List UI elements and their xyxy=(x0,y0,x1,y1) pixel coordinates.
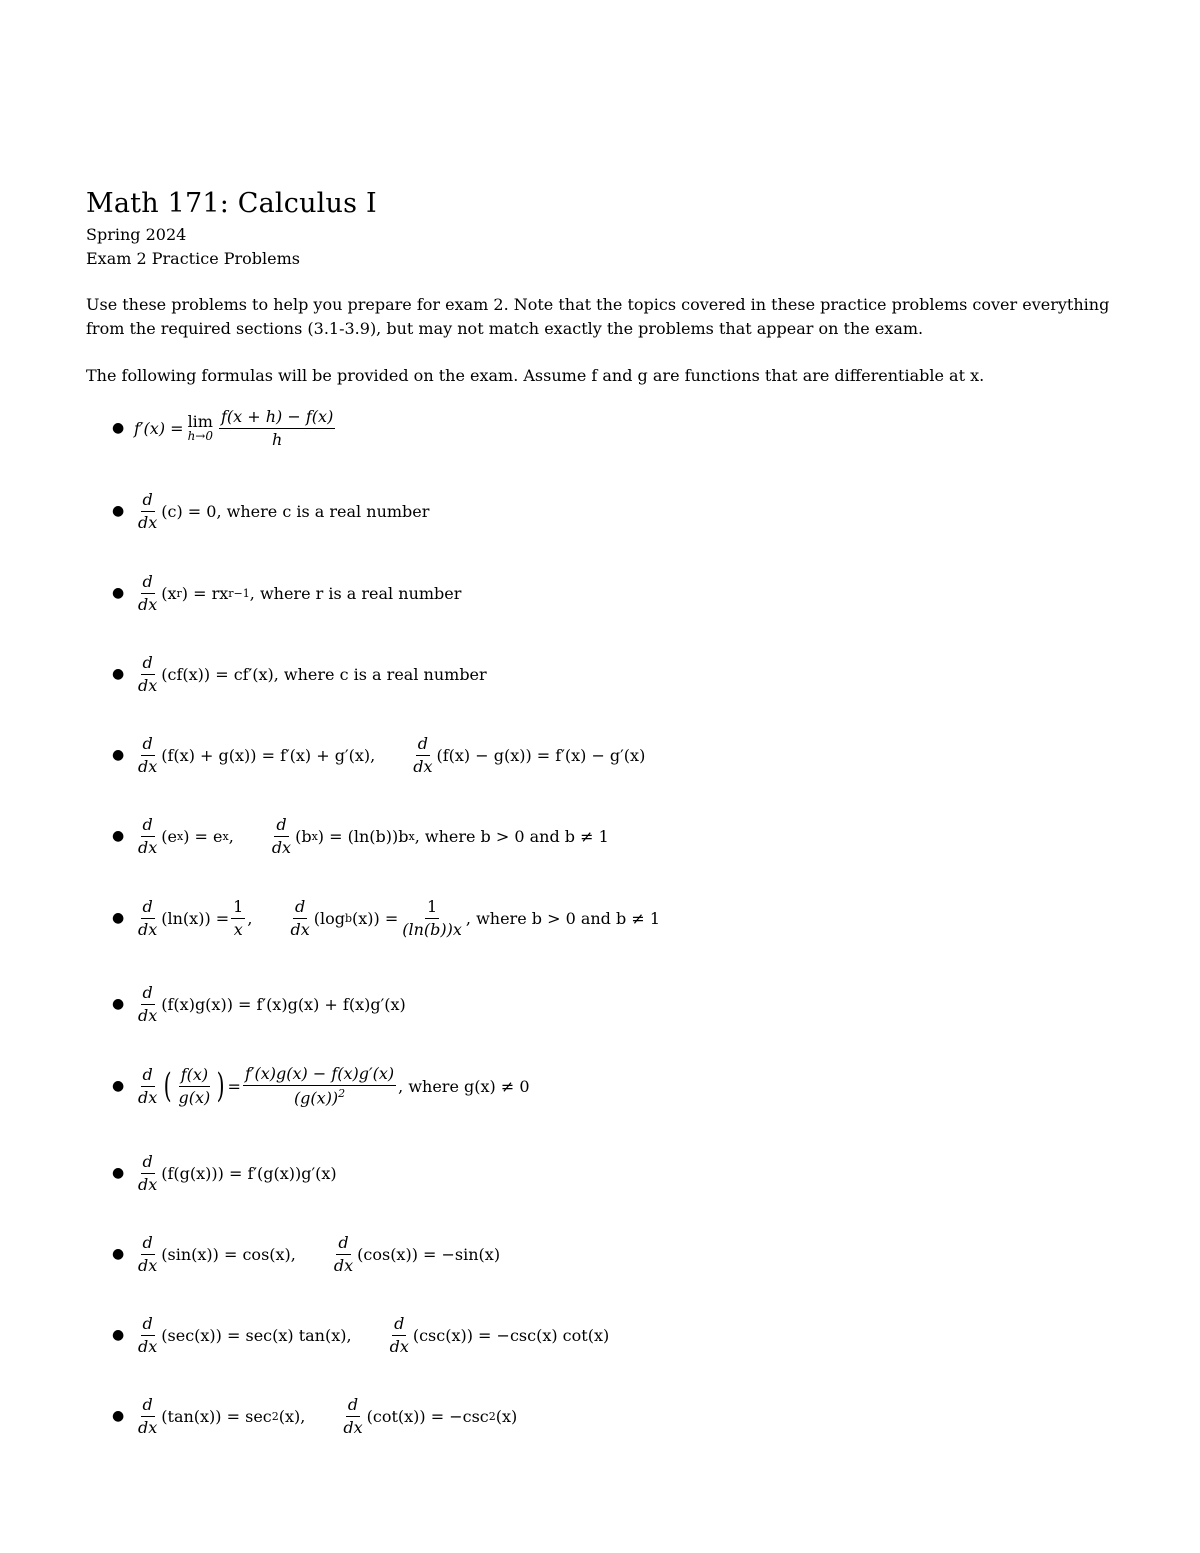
formula-limit-definition xyxy=(112,398,337,458)
derivative-operator xyxy=(136,898,159,938)
d-numerator: d xyxy=(141,1234,155,1255)
dx-denominator: dx xyxy=(138,837,158,857)
exponent: r xyxy=(176,586,182,600)
derivative-operator xyxy=(332,1234,355,1274)
subscript: b xyxy=(344,911,352,925)
quotient-fraction xyxy=(177,1066,213,1106)
exponent: 2 xyxy=(488,1409,496,1423)
exponent: r−1 xyxy=(228,586,250,600)
derivative-operator xyxy=(136,1153,159,1193)
formula-part: , xyxy=(228,826,234,846)
formula-part: (ln(x)) = xyxy=(161,908,230,928)
d-numerator: d xyxy=(346,1396,360,1417)
fraction-numerator: f(x + h) − f(x) xyxy=(219,408,335,429)
d-numerator: d xyxy=(141,735,155,756)
right-paren: ) xyxy=(216,1066,225,1106)
exponent: x xyxy=(176,829,184,843)
dx-denominator: dx xyxy=(138,919,158,939)
dx-denominator: dx xyxy=(138,1417,158,1437)
exponent: 2 xyxy=(338,1086,346,1100)
fraction-denominator xyxy=(292,1086,347,1107)
formula-sin: (sin(x)) = cos(x), xyxy=(161,1244,296,1264)
exponent: 2 xyxy=(271,1409,279,1423)
dx-denominator: dx xyxy=(389,1336,409,1356)
derivative-operator xyxy=(136,1396,159,1436)
formula-body: (cf(x)) = cf′(x), where c is a real number xyxy=(161,664,487,684)
fraction-numerator: f(x) xyxy=(179,1066,210,1087)
dx-denominator: dx xyxy=(138,1087,158,1107)
derivative-operator xyxy=(388,1315,411,1355)
bullet: ● xyxy=(112,1246,125,1262)
bullet: ● xyxy=(112,910,125,926)
derivative-operator xyxy=(341,1396,364,1436)
dx-denominator: dx xyxy=(343,1417,363,1437)
fraction-denominator: h xyxy=(271,429,283,449)
denominator-base: (g(x)) xyxy=(293,1088,339,1108)
bullet: ● xyxy=(112,666,125,682)
derivative-operator xyxy=(136,816,159,856)
bullet: ● xyxy=(112,828,125,844)
derivative-operator xyxy=(288,898,311,938)
formula-tail: , where g(x) ≠ 0 xyxy=(398,1076,530,1096)
document-subtitle: Exam 2 Practice Problems xyxy=(86,249,300,268)
d-numerator: d xyxy=(416,735,430,756)
d-numerator: d xyxy=(141,898,155,919)
exponent: x xyxy=(222,829,229,843)
derivative-operator xyxy=(136,984,159,1024)
formula-part: (b xyxy=(295,826,312,846)
formula-quotient-rule xyxy=(112,1056,530,1116)
d-numerator: d xyxy=(336,1234,350,1255)
formula-tail: , where r is a real number xyxy=(249,583,462,603)
d-numerator: d xyxy=(141,984,155,1005)
formula-body: (x xyxy=(161,583,177,603)
left-paren: ( xyxy=(163,1066,172,1106)
d-numerator: d xyxy=(293,898,307,919)
d-numerator: d xyxy=(141,491,155,512)
exponent: x xyxy=(311,829,318,843)
formula-part: ) = (ln(b))b xyxy=(317,826,409,846)
formula-body: (f(x)g(x)) = f′(x)g(x) + f(x)g′(x) xyxy=(161,994,406,1014)
d-numerator: d xyxy=(141,1153,155,1174)
limit-subscript: h→0 xyxy=(187,429,213,444)
formula-part: (log xyxy=(313,908,345,928)
fraction-denominator: x xyxy=(233,919,243,939)
formula-sum: (f(x) + g(x)) = f′(x) + g′(x), xyxy=(161,745,376,765)
formula-part: , xyxy=(247,908,253,928)
dx-denominator: dx xyxy=(138,512,158,532)
bullet: ● xyxy=(112,503,125,519)
formula-part: (x), xyxy=(278,1406,306,1426)
dx-denominator: dx xyxy=(333,1255,354,1275)
dx-denominator: dx xyxy=(138,1005,158,1025)
formula-sin-cos xyxy=(112,1224,500,1284)
derivative-operator xyxy=(136,491,159,531)
formula-difference: (f(x) − g(x)) = f′(x) − g′(x) xyxy=(436,745,646,765)
formula-exponential xyxy=(112,806,609,866)
fraction-numerator: f′(x)g(x) − f(x)g′(x) xyxy=(243,1065,396,1086)
fraction xyxy=(231,898,245,938)
fraction xyxy=(400,898,464,938)
formula-part: (cot(x)) = −csc xyxy=(366,1406,489,1426)
derivative-operator xyxy=(136,1066,159,1106)
dx-denominator: dx xyxy=(138,756,158,776)
formula-csc: (csc(x)) = −csc(x) cot(x) xyxy=(412,1325,610,1345)
formula-sec-csc xyxy=(112,1305,609,1365)
d-numerator: d xyxy=(141,654,155,675)
formula-mid: ) = rx xyxy=(181,583,229,603)
formula-lhs: f′(x) = xyxy=(134,418,184,438)
d-numerator: d xyxy=(141,1396,155,1417)
bullet: ● xyxy=(112,420,125,436)
derivative-operator xyxy=(136,573,159,613)
dx-denominator: dx xyxy=(138,594,158,614)
formula-part: , where b > 0 and b ≠ 1 xyxy=(465,908,661,928)
formula-part: , where b > 0 and b ≠ 1 xyxy=(414,826,609,846)
limit-label: lim xyxy=(187,411,213,431)
dx-denominator: dx xyxy=(271,837,292,857)
formula-chain-rule xyxy=(112,1143,337,1203)
d-numerator: d xyxy=(141,573,155,594)
equals: = xyxy=(227,1076,241,1096)
d-numerator: d xyxy=(141,1315,155,1336)
difference-quotient xyxy=(219,408,335,448)
bullet: ● xyxy=(112,1165,125,1181)
term-label: Spring 2024 xyxy=(86,225,187,244)
dx-denominator: dx xyxy=(413,756,433,776)
formula-body: (f(g(x))) = f′(g(x))g′(x) xyxy=(161,1163,337,1183)
bullet: ● xyxy=(112,747,125,763)
formula-tan-cot xyxy=(112,1386,517,1446)
fraction-denominator: (ln(b))x xyxy=(402,919,462,939)
formula-product-rule xyxy=(112,974,406,1034)
derivative-operator xyxy=(136,1234,159,1274)
dx-denominator: dx xyxy=(138,1255,158,1275)
d-numerator: d xyxy=(141,1066,155,1087)
dx-denominator: dx xyxy=(138,1174,158,1194)
derivative-operator xyxy=(136,1315,159,1355)
fraction-numerator: 1 xyxy=(231,898,245,919)
dx-denominator: dx xyxy=(138,1336,158,1356)
fraction-denominator: g(x) xyxy=(178,1087,211,1107)
bullet: ● xyxy=(112,1327,125,1343)
dx-denominator: dx xyxy=(290,919,310,939)
formula-part: ) = e xyxy=(183,826,223,846)
d-numerator: d xyxy=(274,816,288,837)
derivative-operator xyxy=(136,735,159,775)
derivative-operator xyxy=(136,654,159,694)
dx-denominator: dx xyxy=(138,675,158,695)
formula-sum-difference xyxy=(112,725,645,785)
bullet: ● xyxy=(112,585,125,601)
d-numerator: d xyxy=(141,816,155,837)
formula-part: (tan(x)) = sec xyxy=(161,1406,272,1426)
d-numerator: d xyxy=(392,1315,406,1336)
bullet: ● xyxy=(112,996,125,1012)
bullet: ● xyxy=(112,1408,125,1424)
bullet: ● xyxy=(112,1078,125,1094)
quotient-result xyxy=(243,1065,396,1107)
formula-cos: (cos(x)) = −sin(x) xyxy=(357,1244,501,1264)
formula-constant-multiple xyxy=(112,644,487,704)
formula-part: (x) xyxy=(495,1406,518,1426)
formula-part: (x)) = xyxy=(352,908,399,928)
derivative-operator xyxy=(411,735,434,775)
derivative-operator xyxy=(270,816,293,856)
formula-constant-rule xyxy=(112,481,429,541)
limit-operator xyxy=(188,413,213,444)
intro-paragraph: Use these problems to help you prepare for exam 2. Note that the topics covered in these practice problems cover everything from the required sections (3.1-3.9), but may not match exactly the problems that appear on the exam. xyxy=(86,295,1110,338)
formula-logarithm xyxy=(112,888,660,948)
formula-body: (c) = 0, where c is a real number xyxy=(161,501,430,521)
formulas-intro: The following formulas will be provided on the exam. Assume f and g are functions that are differentiable at x. xyxy=(86,366,985,385)
course-title: Math 171: Calculus I xyxy=(86,188,377,219)
exponent: x xyxy=(408,829,415,843)
formula-part: (e xyxy=(161,826,177,846)
formula-power-rule xyxy=(112,563,461,623)
formula-sec: (sec(x)) = sec(x) tan(x), xyxy=(161,1325,352,1345)
fraction-numerator: 1 xyxy=(425,898,439,919)
